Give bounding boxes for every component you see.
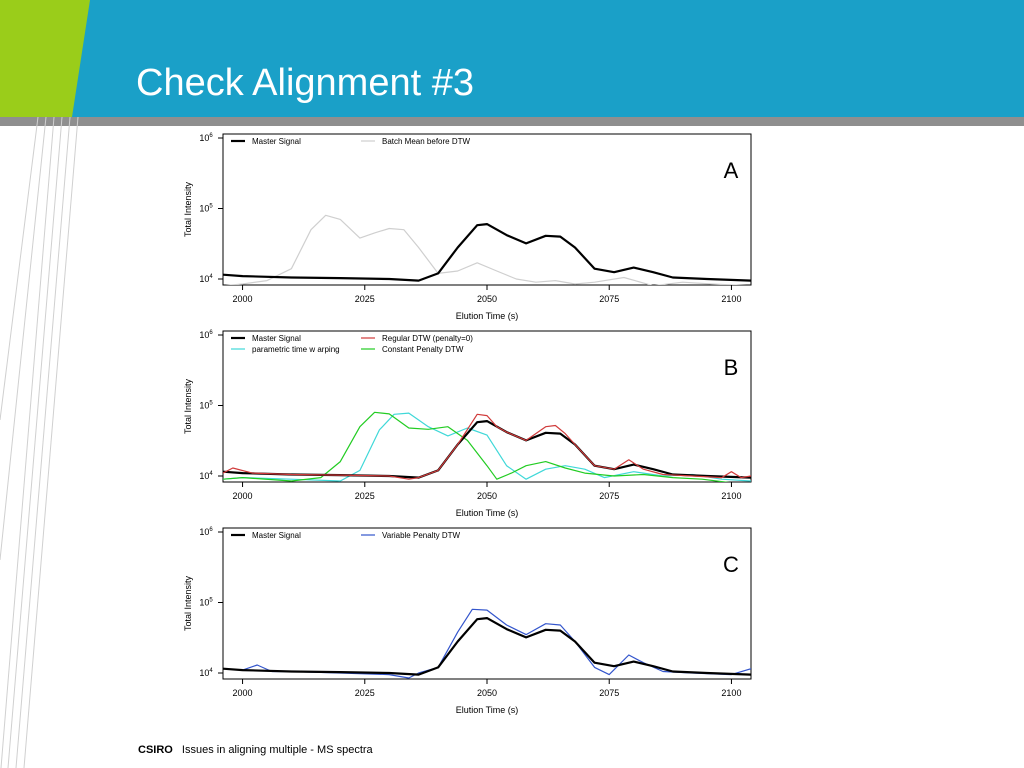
series-group bbox=[223, 412, 751, 485]
x-tick-label: 2075 bbox=[599, 491, 620, 501]
series-line-regular-dtw-penalty-0 bbox=[223, 414, 751, 479]
x-tick-label: 2075 bbox=[599, 688, 620, 698]
series-line-variable-penalty-dtw bbox=[223, 609, 751, 678]
plot-frame bbox=[223, 134, 751, 285]
chart-panel-c bbox=[183, 527, 751, 715]
y-axis-label: Total Intensity bbox=[183, 378, 193, 435]
plot-frame bbox=[223, 528, 751, 679]
x-tick-label: 2100 bbox=[721, 294, 742, 304]
x-tick-label: 2025 bbox=[354, 688, 375, 698]
legend-label-constant-penalty-dtw: Constant Penalty DTW bbox=[382, 345, 464, 354]
series-group bbox=[223, 215, 751, 285]
footer-brand: CSIRO bbox=[138, 744, 173, 756]
series-line-master-signal bbox=[223, 618, 751, 675]
legend-label-master-signal: Master Signal bbox=[252, 137, 301, 146]
header-divider-band bbox=[0, 117, 1024, 126]
series-line-master-signal bbox=[223, 224, 751, 281]
panel-label: B bbox=[723, 355, 739, 380]
panel-label: A bbox=[723, 158, 739, 183]
y-tick-label: $10^5$ bbox=[199, 400, 213, 411]
x-tick-label: 2000 bbox=[232, 294, 253, 304]
slide-footer bbox=[138, 744, 373, 756]
x-axis-label: Elution Time (s) bbox=[455, 508, 519, 518]
y-tick-label: $10^4$ bbox=[199, 471, 213, 481]
x-tick-label: 2050 bbox=[476, 491, 498, 501]
y-tick-label: $10^6$ bbox=[199, 330, 213, 340]
x-axis-label: Elution Time (s) bbox=[455, 705, 519, 715]
x-tick-label: 2000 bbox=[232, 491, 253, 501]
y-tick-label: $10^5$ bbox=[199, 597, 213, 608]
legend-label-parametric-time-w-arping: parametric time w arping bbox=[252, 345, 340, 354]
x-tick-label: 2075 bbox=[599, 294, 620, 304]
legend-label-master-signal: Master Signal bbox=[252, 531, 301, 540]
y-tick-label: $10^6$ bbox=[199, 133, 213, 143]
series-line-master-signal bbox=[223, 421, 751, 478]
series-group bbox=[223, 609, 751, 678]
y-axis-label: Total Intensity bbox=[183, 181, 193, 238]
series-line-parametric-time-w-arping bbox=[223, 413, 751, 481]
chart-panel-a bbox=[183, 133, 751, 321]
panel-label: C bbox=[723, 552, 739, 577]
slide-decoration bbox=[0, 0, 140, 768]
x-tick-label: 2100 bbox=[721, 688, 742, 698]
y-tick-label: $10^4$ bbox=[199, 274, 213, 284]
y-tick-label: $10^5$ bbox=[199, 203, 213, 214]
green-accent-shape bbox=[0, 0, 90, 117]
x-tick-label: 2100 bbox=[721, 491, 742, 501]
legend-label-regular-dtw-penalty-0: Regular DTW (penalty=0) bbox=[382, 334, 473, 343]
x-tick-label: 2000 bbox=[232, 688, 253, 698]
legend-label-variable-penalty-dtw: Variable Penalty DTW bbox=[382, 531, 461, 540]
footer-text: Issues in aligning multiple - MS spectra bbox=[181, 744, 373, 756]
chart-panel-b bbox=[183, 330, 751, 518]
x-tick-label: 2025 bbox=[354, 491, 375, 501]
series-line-batch-mean-before-dtw bbox=[223, 215, 751, 285]
x-tick-label: 2050 bbox=[476, 688, 498, 698]
y-axis-label: Total Intensity bbox=[183, 575, 193, 632]
legend-label-batch-mean-before-dtw: Batch Mean before DTW bbox=[382, 137, 471, 146]
alignment-figure bbox=[175, 128, 765, 718]
legend-label-master-signal: Master Signal bbox=[252, 334, 301, 343]
x-axis-label: Elution Time (s) bbox=[455, 311, 519, 321]
y-tick-label: $10^6$ bbox=[199, 527, 213, 537]
x-tick-label: 2025 bbox=[354, 294, 375, 304]
slide-title: Check Alignment #3 bbox=[136, 62, 474, 104]
x-tick-label: 2050 bbox=[476, 294, 498, 304]
y-tick-label: $10^4$ bbox=[199, 668, 213, 678]
